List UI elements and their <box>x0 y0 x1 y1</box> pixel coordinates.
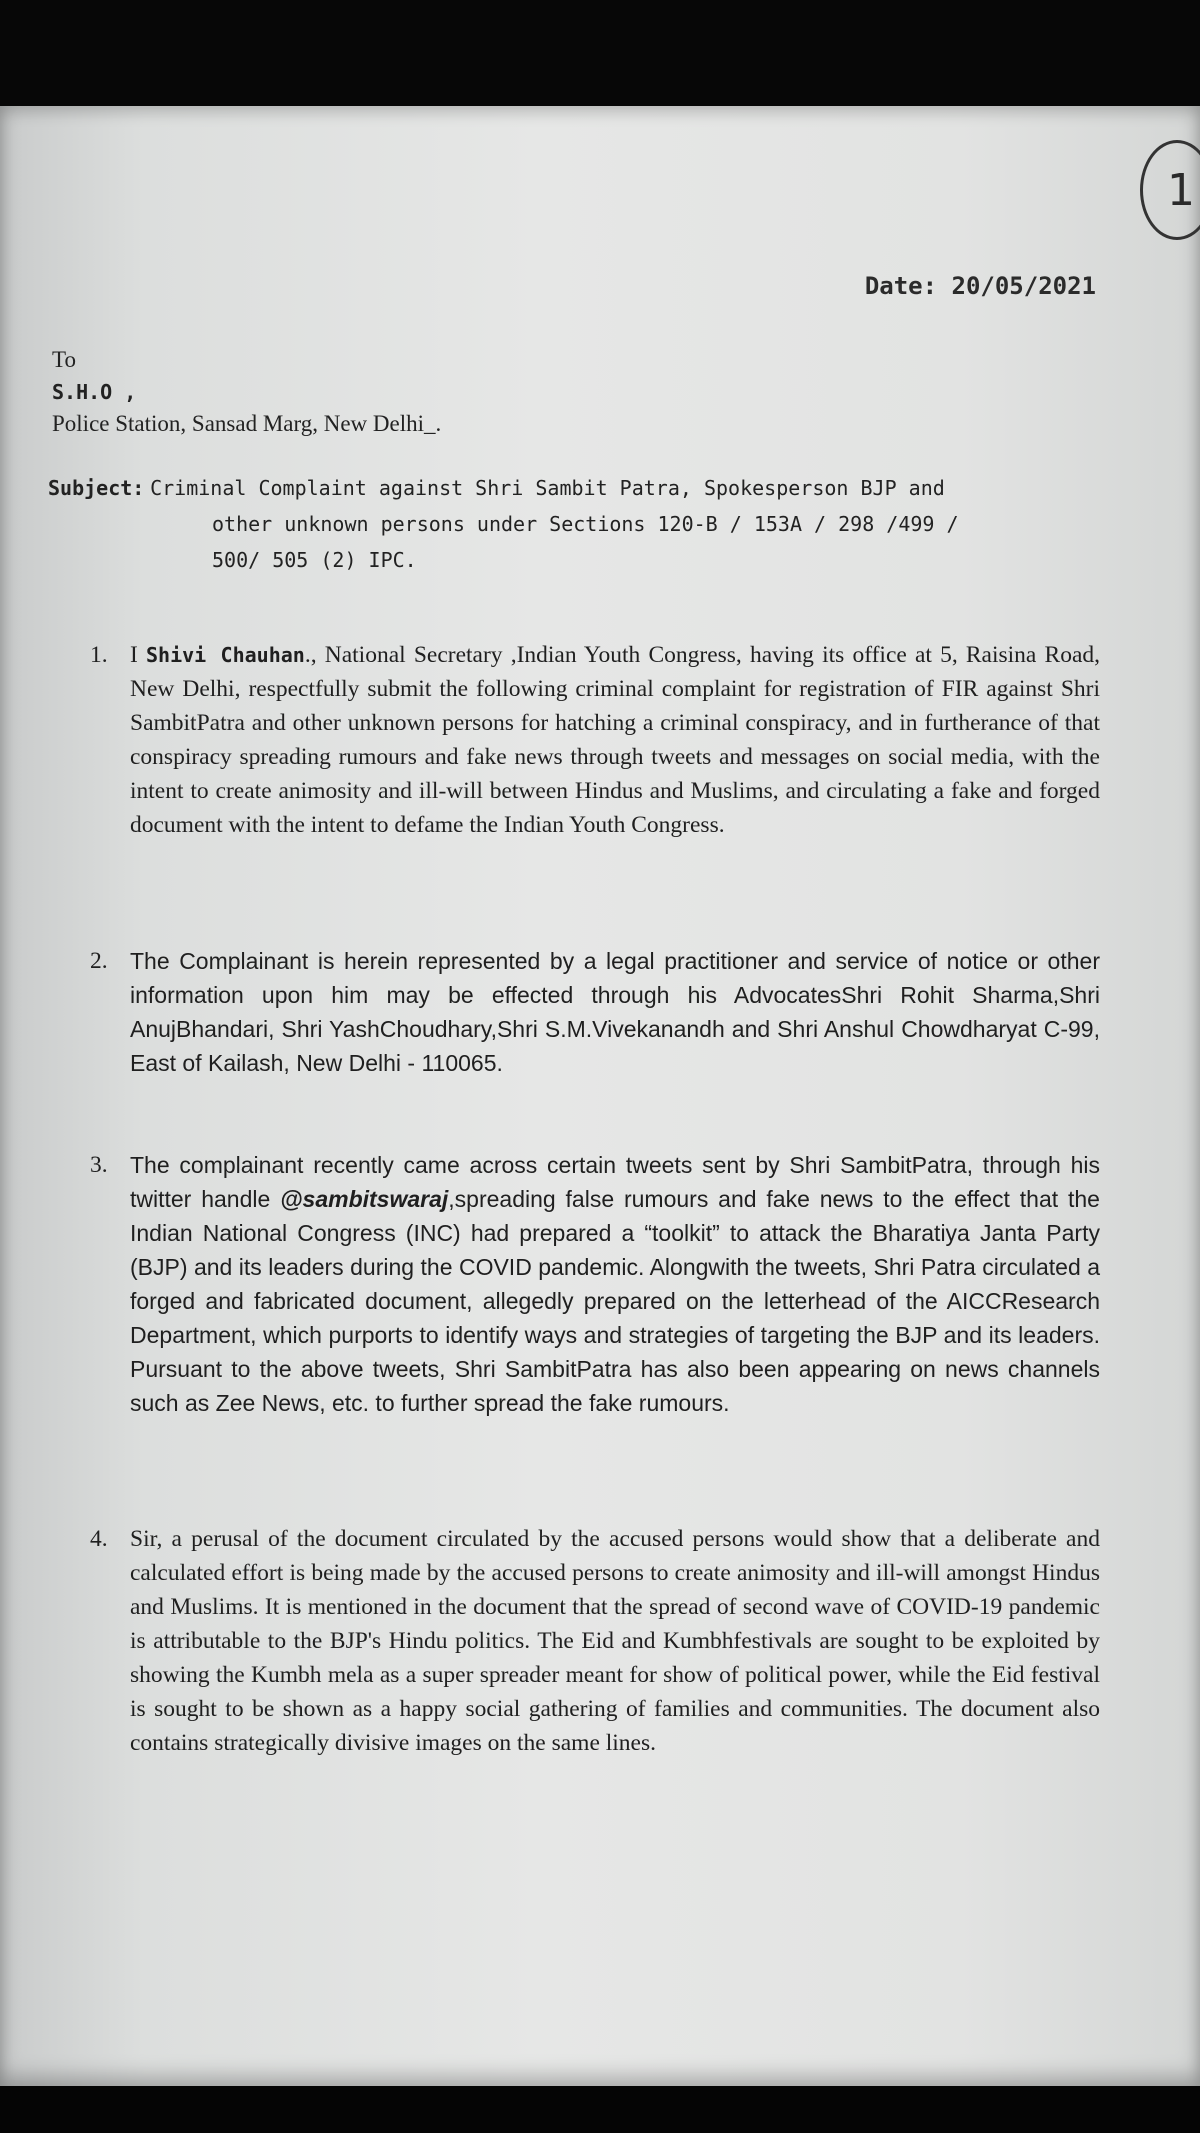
subject-block <box>48 470 1098 578</box>
paragraph-number: 4. <box>90 1526 108 1552</box>
paragraph-text: The Complainant is herein represented by a legal practitioner and service of notice or other information upon him may be effected through his AdvocatesShri Rohit Sharma,Shri AnujBhandari, Shri YashChoudhary,Shri S.M.Vivekanandh and Shri Anshul Chowdharyat C-99, East of Kailash, New Delhi - 110065. <box>130 948 1100 1076</box>
addressee-station: Police Station, Sansad Marg, New Delhi_. <box>52 411 442 436</box>
paragraph-number: 2. <box>90 948 108 974</box>
paragraph-3 <box>90 1148 1100 1420</box>
paragraph-4 <box>90 1522 1100 1760</box>
subject-line-1: Criminal Complaint against Shri Sambit Patra, Spokesperson BJP and <box>150 476 945 500</box>
paragraph-number: 3. <box>90 1152 108 1178</box>
addressee-block <box>52 344 441 440</box>
subject-label: Subject: <box>48 476 145 500</box>
paragraph-text: Sir, a perusal of the document circulated by the accused persons would show that a deliberate and calculated effort is being made by the accused persons to create animosity and ill-will amongst Hindus and Muslims. It is mentioned in the document that the spread of second wave of COVID-19 pandemic is attributable to the BJP's Hindu politics. The Eid and Kumbhfestivals are sought to be exploited by showing the Kumbh mela as a super spreader meant for show of political power, while the Eid festival is sought to be shown as a happy social gathering of families and communities. The document also contains strategically divisive images on the same lines. <box>130 1526 1100 1756</box>
complainant-name: Shivi Chauhan <box>146 643 305 667</box>
paragraph-text: ., National Secretary ,Indian Youth Congress, having its office at 5, Raisina Road, New Delhi, respectfully submit the following criminal complaint for registration of FIR against Shri SambitPatra and other unknown persons for hatching a criminal conspiracy, and in furtherance of that conspiracy spreading rumours and fake news through tweets and messages on social media, with the intent to create animosity and ill-will between Hindus and Muslims, and circulating a fake and forged document with the intent to defame the Indian Youth Congress. <box>130 642 1100 838</box>
addressee-officer: S.H.O , <box>52 380 137 404</box>
paragraph-2 <box>90 944 1100 1080</box>
addressee-to: To <box>52 347 76 372</box>
page-number: 1 <box>1140 140 1200 240</box>
twitter-handle: @sambitswaraj <box>280 1186 449 1212</box>
paragraph-text: I <box>130 642 146 668</box>
paragraph-text: The complainant recently came across certain tweets sent by Shri SambitPatra, through his twitter handle <box>130 1152 1100 1212</box>
subject-line-3: 500/ 505 (2) IPC. <box>212 548 417 572</box>
photo-edge-shadow <box>0 2086 1200 2133</box>
paragraph-text: ,spreading false rumours and fake news to the effect that the Indian National Congress (INC) had prepared a “toolkit” to attack the Bharatiya Janta Party (BJP) and its leaders during the COVID pandemic. Alongwith the tweets, Shri Patra circulated a forged and fabricated document, allegedly prepared on the letterhead of the AICCResearch Department, which purports to identify ways and strategies of targeting the BJP and its leaders. Pursuant to the above tweets, Shri SambitPatra has also been appearing on news channels such as Zee News, etc. to further spread the fake rumours. <box>130 1186 1100 1416</box>
paragraph-body <box>130 638 1100 842</box>
letter-date: Date: 20/05/2021 <box>864 272 1096 300</box>
paragraph-body <box>130 1148 1100 1420</box>
subject-line-2: other unknown persons under Sections 120-B / 153A / 298 /499 / <box>212 512 959 536</box>
paragraph-number: 1. <box>90 642 108 668</box>
paragraph-1 <box>90 638 1100 842</box>
